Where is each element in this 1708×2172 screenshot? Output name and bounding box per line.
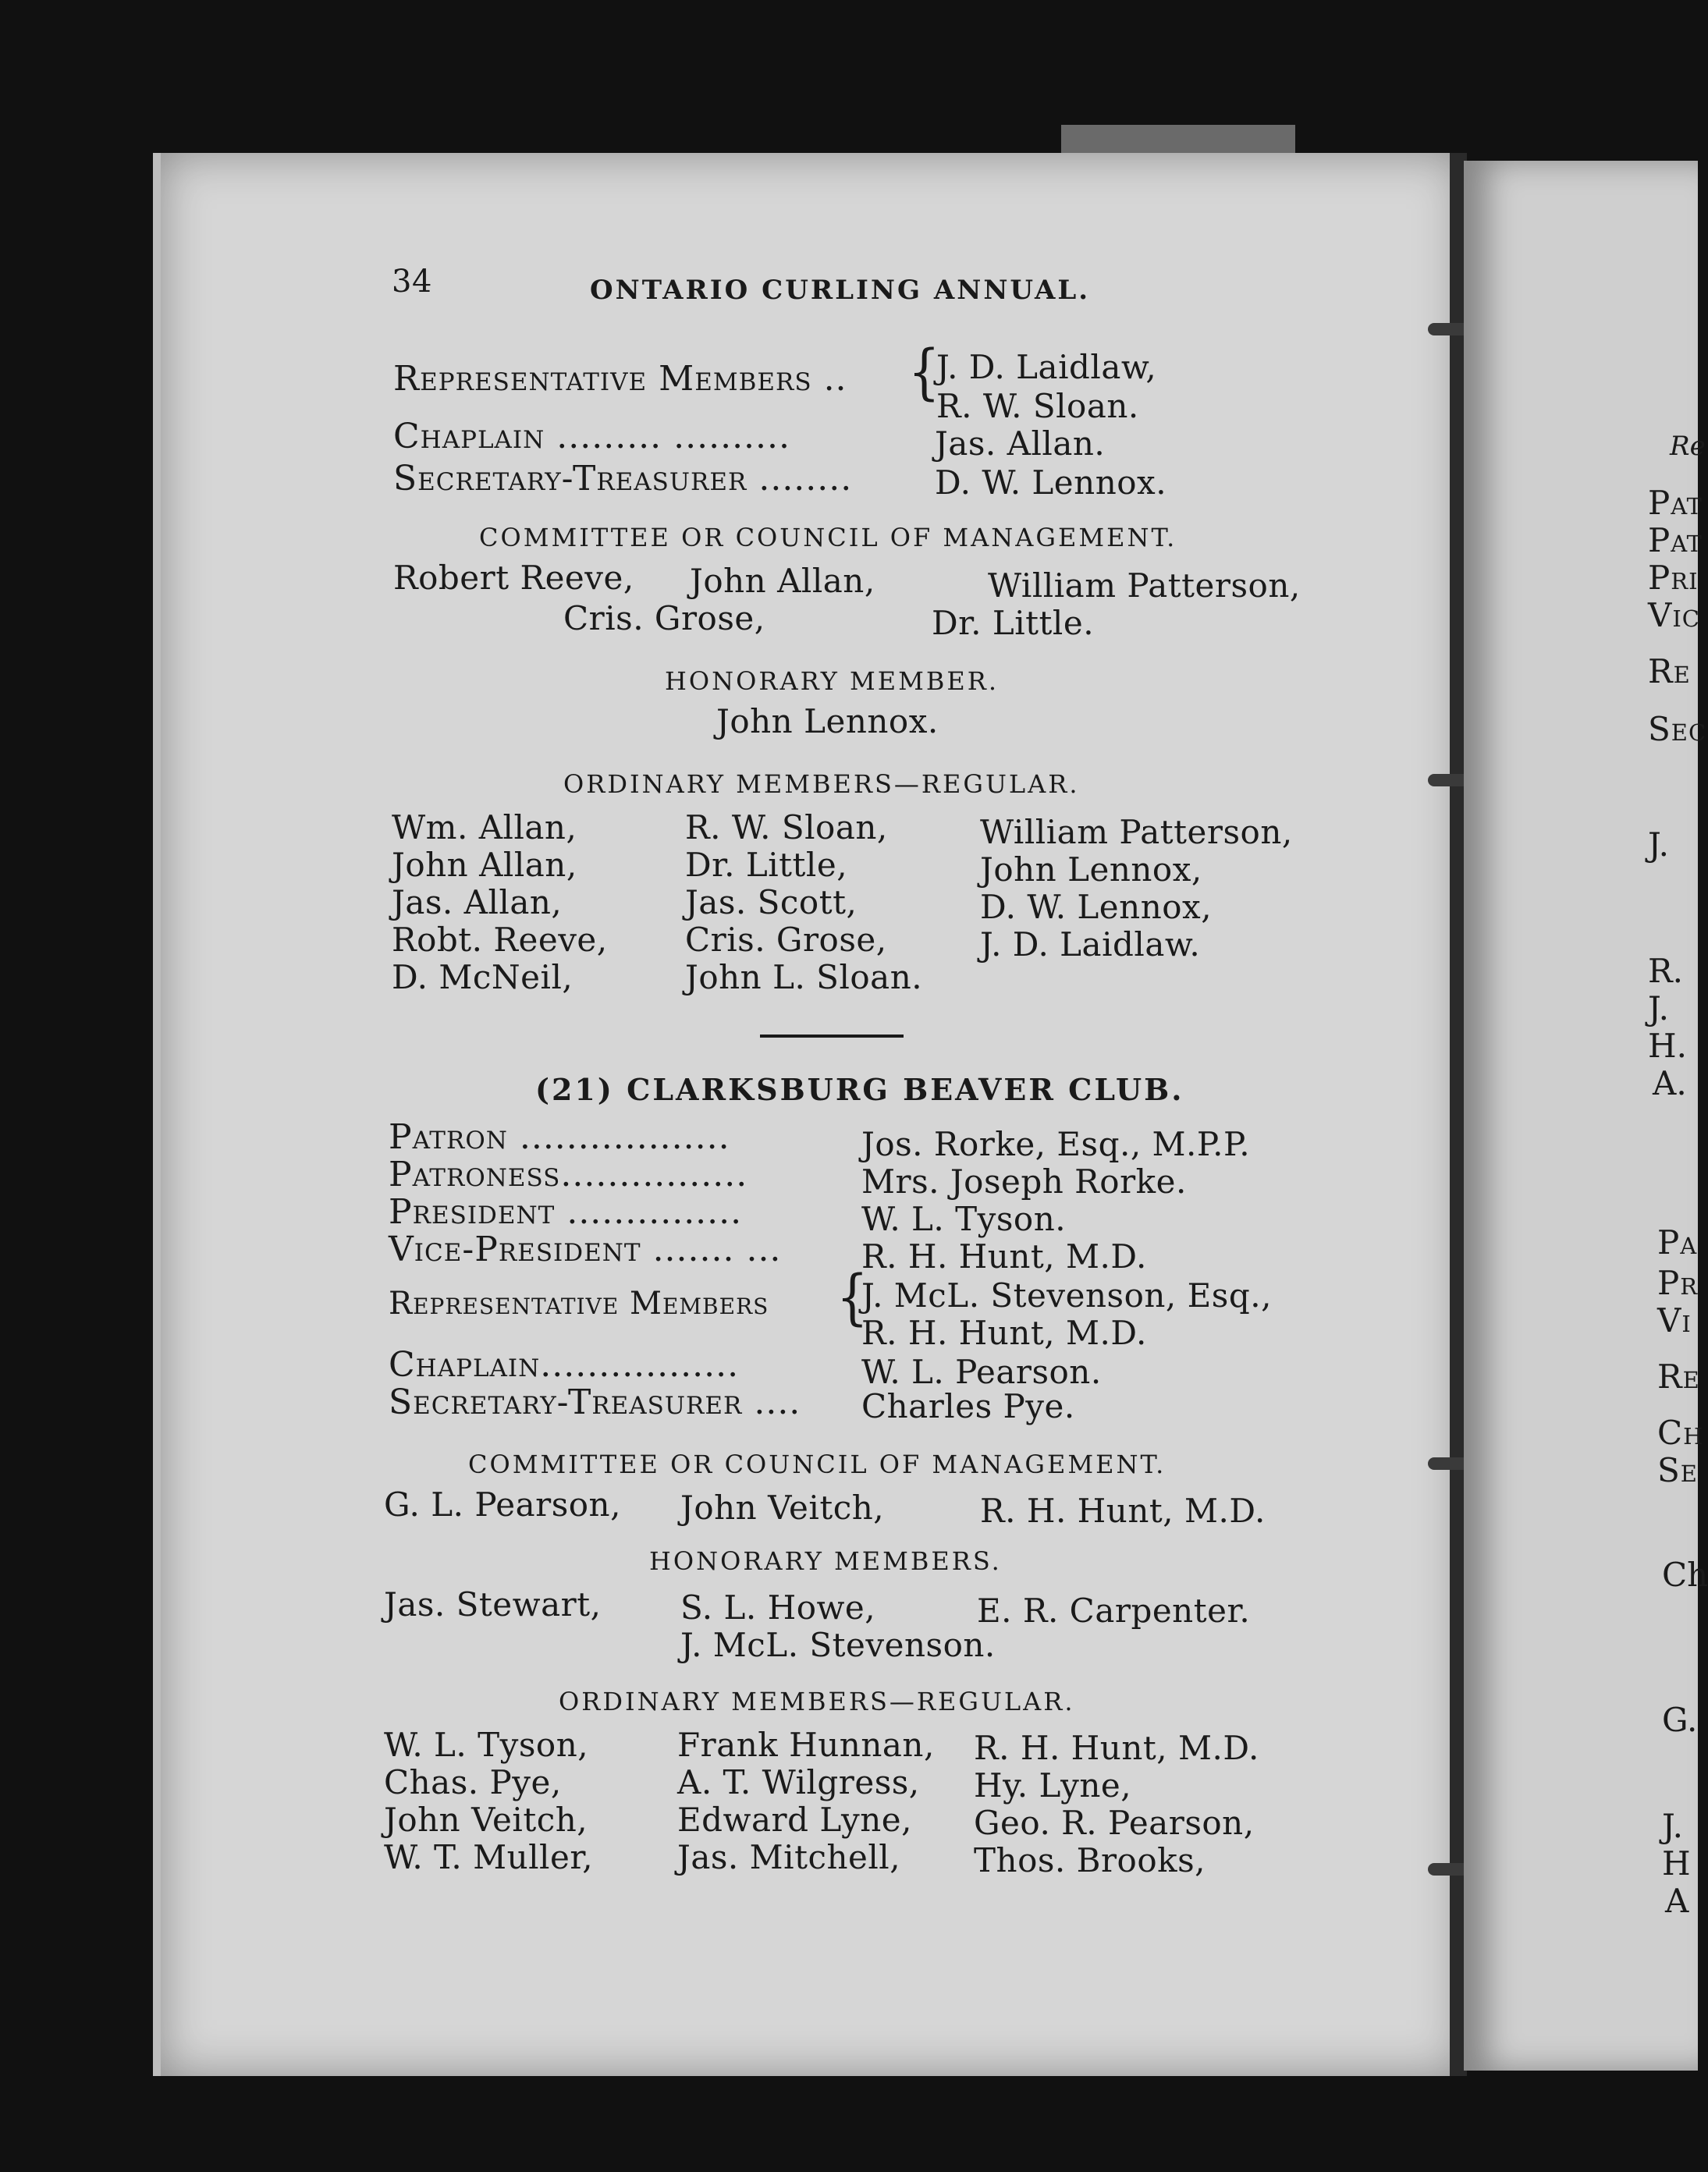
right-fragment: Ch [1657, 1414, 1704, 1452]
committee-member: Dr. Little. [932, 604, 1095, 642]
ordinary-member: R. W. Sloan, [685, 808, 888, 846]
right-fragment: Vi [1657, 1301, 1692, 1340]
committee-member: Cris. Grose, [563, 599, 765, 637]
right-fragment: Re [1670, 431, 1706, 462]
officer-label: Patron .................. [389, 1117, 730, 1157]
ordinary-member: Cris. Grose, [685, 921, 887, 959]
ordinary-heading: ORDINARY MEMBERS—REGULAR. [563, 769, 1080, 799]
ordinary-member: W. T. Muller, [384, 1838, 594, 1876]
right-fragment: Vic [1648, 596, 1700, 634]
secretary-label: Secretary-Treasurer ........ [393, 459, 853, 499]
ordinary-member: Thos. Brooks, [974, 1841, 1206, 1879]
rep-member-name: R. H. Hunt, M.D. [861, 1314, 1147, 1352]
committee-heading: COMMITTEE OR COUNCIL OF MANAGEMENT. [468, 1450, 1166, 1479]
section-divider [760, 1035, 904, 1038]
right-fragment: R. [1648, 952, 1683, 990]
honorary-member: Jas. Stewart, [384, 1585, 602, 1624]
ordinary-heading: ORDINARY MEMBERS—REGULAR. [559, 1687, 1075, 1716]
officer-label: Patroness................ [389, 1155, 748, 1194]
committee-member: John Veitch, [680, 1489, 885, 1527]
right-fragment: J. [1648, 989, 1669, 1027]
honorary-heading: HONORARY MEMBERS. [649, 1546, 1002, 1576]
right-fragment: Pa [1657, 1223, 1698, 1262]
ordinary-member: John Veitch, [384, 1801, 588, 1839]
page-number: 34 [392, 264, 432, 300]
ordinary-member: A. T. Wilgress, [677, 1763, 920, 1801]
secretary-value: Charles Pye. [861, 1387, 1075, 1425]
right-fragment: Sec [1648, 710, 1707, 748]
ordinary-member: John L. Sloan. [685, 958, 923, 996]
ordinary-member: Geo. R. Pearson, [974, 1804, 1255, 1842]
committee-heading: COMMITTEE OR COUNCIL OF MANAGEMENT. [479, 523, 1177, 552]
officer-value: Mrs. Joseph Rorke. [861, 1162, 1187, 1201]
ordinary-member: W. L. Tyson, [384, 1726, 589, 1764]
right-fragment: Ch [1662, 1556, 1708, 1594]
right-fragment: Re [1648, 652, 1691, 690]
ordinary-member: D. W. Lennox, [980, 888, 1213, 926]
ordinary-member: R. H. Hunt, M.D. [974, 1729, 1259, 1767]
running-title: ONTARIO CURLING ANNUAL. [590, 275, 1091, 306]
right-fragment: Pr [1657, 1264, 1699, 1302]
ordinary-member: Edward Lyne, [677, 1801, 912, 1839]
officer-value: R. H. Hunt, M.D. [861, 1237, 1147, 1276]
rep-members-label: Representative Members [389, 1286, 769, 1322]
officer-label: President ............... [389, 1192, 743, 1232]
committee-member: William Patterson, [988, 566, 1301, 605]
ordinary-member: Jas. Scott, [685, 883, 858, 921]
ordinary-member: John Lennox, [980, 850, 1202, 889]
ordinary-member: Chas. Pye, [384, 1763, 562, 1801]
honorary-heading: HONORARY MEMBER. [665, 666, 1000, 696]
rep-member-name: J. McL. Stevenson, Esq., [861, 1276, 1272, 1315]
committee-member: G. L. Pearson, [384, 1485, 621, 1524]
ordinary-member: Wm. Allan, [392, 808, 577, 846]
right-fragment: A [1665, 1882, 1689, 1920]
ordinary-member: Hy. Lyne, [974, 1766, 1132, 1805]
brace: { [836, 1263, 868, 1333]
ordinary-member: John Allan, [392, 846, 577, 884]
right-fragment: Pat [1648, 484, 1703, 522]
chaplain-value: Jas. Allan. [935, 424, 1106, 463]
chaplain-value: W. L. Pearson. [861, 1353, 1102, 1391]
rep-member-name: R. W. Sloan. [936, 387, 1139, 425]
officer-value: W. L. Tyson. [861, 1200, 1067, 1238]
club-title: (21) CLARKSBURG BEAVER CLUB. [535, 1072, 1184, 1107]
officer-label: Vice-President ....... ... [389, 1230, 782, 1269]
right-fragment: J. [1662, 1807, 1683, 1845]
committee-member: R. H. Hunt, M.D. [980, 1492, 1266, 1530]
officer-value: Jos. Rorke, Esq., M.P.P. [861, 1125, 1251, 1163]
right-fragment: Se [1657, 1451, 1698, 1489]
committee-member: Robert Reeve, [393, 559, 634, 597]
rep-member-name: J. D. Laidlaw, [936, 348, 1157, 386]
chaplain-label: Chaplain ......... .......... [393, 417, 791, 456]
right-fragment: Pri [1648, 559, 1699, 597]
honorary-member: John Lennox. [716, 702, 939, 740]
brace: { [908, 338, 940, 408]
ordinary-member: J. D. Laidlaw. [980, 925, 1201, 964]
ordinary-member: Dr. Little, [685, 846, 848, 884]
honorary-member: J. McL. Stevenson. [680, 1626, 996, 1664]
right-fragment: A. [1653, 1064, 1687, 1102]
ordinary-member: Frank Hunnan, [677, 1726, 935, 1764]
right-fragment: H [1662, 1844, 1691, 1883]
right-fragment: J. [1648, 825, 1669, 864]
rep-members-label: Representative Members .. [393, 359, 847, 399]
right-fragment: Pat [1648, 521, 1703, 559]
right-page [1464, 161, 1698, 2071]
secretary-value: D. W. Lennox. [935, 463, 1167, 502]
ordinary-member: D. McNeil, [392, 958, 573, 996]
right-fragment: Re [1657, 1358, 1700, 1396]
secretary-label: Secretary-Treasurer .... [389, 1382, 801, 1422]
honorary-member: S. L. Howe, [680, 1588, 876, 1627]
committee-member: John Allan, [690, 562, 875, 600]
ordinary-member: Jas. Allan, [392, 883, 563, 921]
honorary-member: E. R. Carpenter. [977, 1592, 1251, 1630]
ordinary-member: Robt. Reeve, [392, 921, 608, 959]
right-fragment: G. [1662, 1701, 1698, 1739]
right-fragment: H. [1648, 1027, 1687, 1065]
chaplain-label: Chaplain................. [389, 1345, 740, 1385]
ordinary-member: William Patterson, [980, 813, 1293, 851]
ordinary-member: Jas. Mitchell, [677, 1838, 901, 1876]
